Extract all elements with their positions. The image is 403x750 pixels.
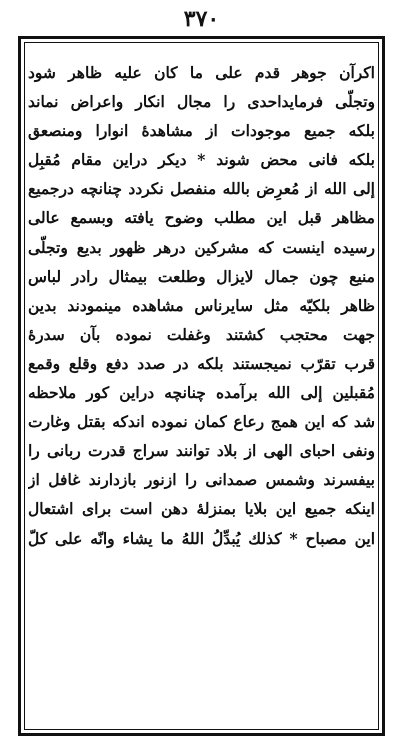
text-line: این مصباح * کذلك یُبدِّلُ اللهُ ما یشاء وانّه علی کلّ [28, 528, 375, 548]
text-line: اینکه جمیع این بلایا بمنزلهٔ دهن است برای اشتعال [28, 499, 375, 519]
text-line: شد که این همج رعاع کمان نموده اندکه بقتل وغارت [28, 412, 375, 432]
text-line: قرب تقرّب نمیجستند بلکه در صدد دفع وقلع وقمع [28, 353, 375, 373]
text-line: بلکه فانی محض شوند * دیکر دراین مقام مُقبِل [28, 150, 375, 170]
page-number: ۳۷۰ [183, 6, 220, 32]
text-line: مُقبلین إلی الله برآمده چنانچه دراین کور ملاحظه [28, 383, 375, 403]
text-line: وتجلّی فرمایداحدی را مجال انکار واعراض نماند [28, 92, 375, 112]
text-line: إلی الله از مُعرِض بالله منفصل نکردد چنانچه درجمیع [28, 179, 375, 199]
text-line: رسیده اینست که مشرکین درهر ظهور بدیع وتجلّی [28, 237, 375, 257]
text-line: اکرآن جوهر قدم علی ما کان علیه ظاهر شود [28, 63, 375, 82]
text-block [28, 58, 375, 553]
text-line: جهت محتجب کشتند وغفلت نموده بآن سدرهٔ [28, 324, 375, 344]
text-line: ظاهر بلکیّه مثل سایرناس مشاهده مینمودند بدین [28, 295, 375, 315]
text-line: بیفسرند وشمس صمدانی را ازنور بازدارند غافل از [28, 470, 375, 490]
text-line: بلکه جمیع موجودات از مشاهدهٔ انوارا ومنصعق [28, 121, 375, 141]
text-line: منیع چون جمال لایزال وطلعت بیمثال رادر لباس [28, 266, 375, 286]
text-line: مظاهر قبل این مطلب وضوح یافته وبسمع عالی [28, 208, 375, 228]
text-line: ونفی احبای الهی از بلاد توانند سراج قدرت ربانی را [28, 441, 375, 461]
